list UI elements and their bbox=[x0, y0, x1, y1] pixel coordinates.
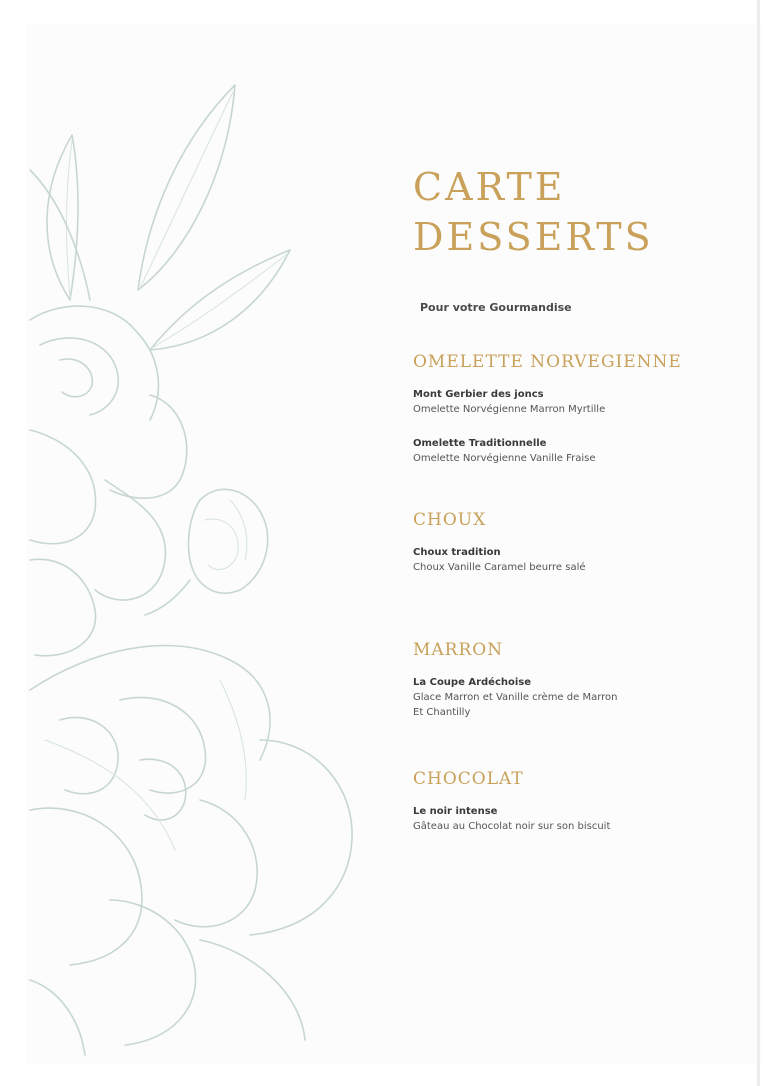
item-name: Le noir intense bbox=[413, 806, 498, 817]
menu-item bbox=[413, 437, 743, 466]
menu-item bbox=[413, 805, 743, 834]
section-heading: OMELETTE NORVEGIENNE bbox=[413, 352, 682, 372]
menu-item bbox=[413, 388, 743, 417]
title-line-1: CARTE bbox=[413, 165, 566, 209]
subtitle: Pour votre Gourmandise bbox=[420, 301, 572, 314]
section-heading: CHOUX bbox=[413, 510, 487, 530]
section-choux bbox=[413, 510, 743, 595]
title-line-2: DESSERTS bbox=[413, 215, 654, 259]
item-description: Choux Vanille Caramel beurre salé bbox=[413, 562, 586, 573]
item-name: Choux tradition bbox=[413, 547, 501, 558]
menu-item bbox=[413, 676, 743, 720]
item-description: Gâteau au Chocolat noir sur son biscuit bbox=[413, 821, 611, 832]
section-marron bbox=[413, 640, 743, 740]
item-description: Et Chantilly bbox=[413, 707, 471, 718]
item-name: Omelette Traditionnelle bbox=[413, 438, 547, 449]
section-heading: CHOCOLAT bbox=[413, 769, 524, 789]
item-description: Omelette Norvégienne Marron Myrtille bbox=[413, 404, 606, 415]
section-chocolat bbox=[413, 769, 743, 854]
section-omelette bbox=[413, 352, 743, 486]
item-name: Mont Gerbier des joncs bbox=[413, 389, 544, 400]
item-name: La Coupe Ardéchoise bbox=[413, 677, 532, 688]
section-heading: MARRON bbox=[413, 640, 504, 660]
menu-item bbox=[413, 546, 743, 575]
item-description: Omelette Norvégienne Vanille Fraise bbox=[413, 453, 596, 464]
item-description: Glace Marron et Vanille crème de Marron bbox=[413, 692, 618, 703]
